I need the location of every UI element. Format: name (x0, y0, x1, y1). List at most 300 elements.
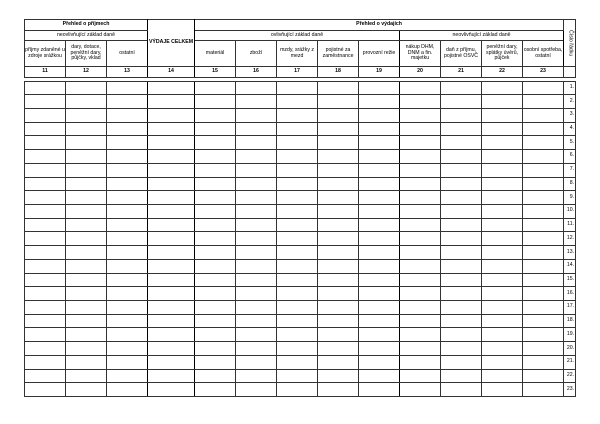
entry-cell[interactable] (236, 342, 277, 356)
entry-cell[interactable] (107, 218, 148, 232)
entry-cell[interactable] (277, 163, 318, 177)
entry-cell[interactable] (359, 273, 400, 287)
entry-cell[interactable] (277, 342, 318, 356)
entry-cell[interactable] (400, 150, 441, 164)
entry-cell[interactable] (277, 328, 318, 342)
entry-cell[interactable] (523, 108, 564, 122)
entry-cell[interactable] (441, 95, 482, 109)
entry-cell[interactable] (107, 204, 148, 218)
entry-cell[interactable] (441, 383, 482, 397)
entry-cell[interactable] (359, 108, 400, 122)
entry-cell[interactable] (195, 246, 236, 260)
entry-cell[interactable] (359, 328, 400, 342)
entry-cell[interactable] (277, 246, 318, 260)
entry-cell[interactable] (66, 204, 107, 218)
entry-cell[interactable] (148, 204, 195, 218)
entry-cell[interactable] (482, 355, 523, 369)
entry-cell[interactable] (107, 301, 148, 315)
entry-cell[interactable] (107, 136, 148, 150)
entry-cell[interactable] (195, 301, 236, 315)
entry-cell[interactable] (318, 150, 359, 164)
entry-cell[interactable] (107, 369, 148, 383)
entry-cell[interactable] (195, 232, 236, 246)
entry-cell[interactable] (359, 163, 400, 177)
entry-cell[interactable] (359, 122, 400, 136)
entry-cell[interactable] (107, 383, 148, 397)
entry-cell[interactable] (400, 163, 441, 177)
entry-cell[interactable] (482, 301, 523, 315)
entry-cell[interactable] (359, 287, 400, 301)
entry-cell[interactable] (25, 204, 66, 218)
entry-cell[interactable] (318, 328, 359, 342)
entry-cell[interactable] (236, 355, 277, 369)
entry-cell[interactable] (107, 246, 148, 260)
entry-cell[interactable] (236, 108, 277, 122)
entry-cell[interactable] (195, 314, 236, 328)
entry-cell[interactable] (359, 191, 400, 205)
entry-cell[interactable] (107, 314, 148, 328)
entry-cell[interactable] (400, 246, 441, 260)
entry-cell[interactable] (25, 150, 66, 164)
entry-cell[interactable] (318, 355, 359, 369)
entry-cell[interactable] (66, 122, 107, 136)
entry-cell[interactable] (66, 163, 107, 177)
entry-cell[interactable] (482, 328, 523, 342)
entry-cell[interactable] (441, 81, 482, 95)
entry-cell[interactable] (482, 314, 523, 328)
entry-cell[interactable] (523, 301, 564, 315)
entry-cell[interactable] (523, 177, 564, 191)
entry-cell[interactable] (25, 287, 66, 301)
entry-cell[interactable] (195, 328, 236, 342)
entry-cell[interactable] (195, 163, 236, 177)
entry-cell[interactable] (359, 369, 400, 383)
entry-cell[interactable] (148, 177, 195, 191)
entry-cell[interactable] (236, 383, 277, 397)
entry-cell[interactable] (400, 342, 441, 356)
entry-cell[interactable] (148, 273, 195, 287)
entry-cell[interactable] (148, 81, 195, 95)
entry-cell[interactable] (66, 177, 107, 191)
entry-cell[interactable] (236, 273, 277, 287)
entry-cell[interactable] (523, 383, 564, 397)
entry-cell[interactable] (400, 191, 441, 205)
entry-cell[interactable] (318, 314, 359, 328)
entry-cell[interactable] (523, 81, 564, 95)
entry-cell[interactable] (318, 81, 359, 95)
entry-cell[interactable] (400, 259, 441, 273)
entry-cell[interactable] (195, 177, 236, 191)
entry-cell[interactable] (195, 369, 236, 383)
entry-cell[interactable] (148, 328, 195, 342)
entry-cell[interactable] (441, 191, 482, 205)
entry-cell[interactable] (441, 246, 482, 260)
entry-cell[interactable] (277, 369, 318, 383)
entry-cell[interactable] (195, 136, 236, 150)
entry-cell[interactable] (441, 328, 482, 342)
entry-cell[interactable] (359, 81, 400, 95)
entry-cell[interactable] (441, 177, 482, 191)
entry-cell[interactable] (441, 150, 482, 164)
entry-cell[interactable] (107, 108, 148, 122)
entry-cell[interactable] (195, 204, 236, 218)
entry-cell[interactable] (400, 383, 441, 397)
entry-cell[interactable] (148, 150, 195, 164)
entry-cell[interactable] (482, 246, 523, 260)
entry-cell[interactable] (441, 287, 482, 301)
entry-cell[interactable] (236, 232, 277, 246)
entry-cell[interactable] (25, 108, 66, 122)
entry-cell[interactable] (236, 218, 277, 232)
entry-cell[interactable] (195, 108, 236, 122)
entry-cell[interactable] (236, 136, 277, 150)
entry-cell[interactable] (441, 355, 482, 369)
entry-cell[interactable] (236, 177, 277, 191)
entry-cell[interactable] (25, 273, 66, 287)
entry-cell[interactable] (359, 246, 400, 260)
entry-cell[interactable] (482, 81, 523, 95)
entry-cell[interactable] (66, 328, 107, 342)
entry-cell[interactable] (66, 355, 107, 369)
entry-cell[interactable] (359, 383, 400, 397)
entry-cell[interactable] (195, 259, 236, 273)
entry-cell[interactable] (318, 342, 359, 356)
entry-cell[interactable] (441, 122, 482, 136)
entry-cell[interactable] (236, 287, 277, 301)
entry-cell[interactable] (400, 108, 441, 122)
entry-cell[interactable] (148, 355, 195, 369)
entry-cell[interactable] (482, 136, 523, 150)
entry-cell[interactable] (523, 314, 564, 328)
entry-cell[interactable] (441, 369, 482, 383)
entry-cell[interactable] (107, 95, 148, 109)
entry-cell[interactable] (236, 246, 277, 260)
entry-cell[interactable] (400, 218, 441, 232)
entry-cell[interactable] (148, 218, 195, 232)
entry-cell[interactable] (277, 122, 318, 136)
entry-cell[interactable] (148, 383, 195, 397)
table-row (25, 314, 576, 328)
entry-cell[interactable] (400, 273, 441, 287)
entry-cell[interactable] (523, 95, 564, 109)
entry-cell[interactable] (277, 232, 318, 246)
entry-cell[interactable] (441, 136, 482, 150)
entry-cell[interactable] (148, 314, 195, 328)
entry-cell[interactable] (318, 163, 359, 177)
entry-cell[interactable] (148, 232, 195, 246)
entry-cell[interactable] (25, 342, 66, 356)
entry-cell[interactable] (277, 355, 318, 369)
entry-cell[interactable] (25, 301, 66, 315)
entry-cell[interactable] (359, 95, 400, 109)
entry-cell[interactable] (66, 259, 107, 273)
entry-cell[interactable] (441, 301, 482, 315)
entry-cell[interactable] (66, 232, 107, 246)
entry-cell[interactable] (107, 355, 148, 369)
entry-cell[interactable] (236, 191, 277, 205)
entry-cell[interactable] (482, 191, 523, 205)
entry-cell[interactable] (25, 259, 66, 273)
entry-cell[interactable] (400, 287, 441, 301)
entry-cell[interactable] (318, 287, 359, 301)
entry-cell[interactable] (318, 246, 359, 260)
entry-cell[interactable] (25, 369, 66, 383)
entry-cell[interactable] (318, 95, 359, 109)
entry-cell[interactable] (277, 191, 318, 205)
entry-cell[interactable] (107, 328, 148, 342)
entry-cell[interactable] (25, 95, 66, 109)
entry-cell[interactable] (66, 108, 107, 122)
entry-cell[interactable] (148, 122, 195, 136)
entry-cell[interactable] (195, 342, 236, 356)
entry-cell[interactable] (277, 150, 318, 164)
entry-cell[interactable] (359, 314, 400, 328)
entry-cell[interactable] (195, 95, 236, 109)
entry-cell[interactable] (482, 150, 523, 164)
entry-cell[interactable] (482, 287, 523, 301)
entry-cell[interactable] (400, 95, 441, 109)
entry-cell[interactable] (482, 163, 523, 177)
entry-cell[interactable] (195, 383, 236, 397)
entry-cell[interactable] (359, 218, 400, 232)
entry-cell[interactable] (523, 369, 564, 383)
entry-cell[interactable] (25, 232, 66, 246)
entry-cell[interactable] (66, 136, 107, 150)
entry-cell[interactable] (482, 108, 523, 122)
entry-cell[interactable] (107, 232, 148, 246)
entry-cell[interactable] (236, 150, 277, 164)
entry-cell[interactable] (66, 369, 107, 383)
entry-cell[interactable] (66, 287, 107, 301)
entry-cell[interactable] (277, 81, 318, 95)
entry-cell[interactable] (523, 218, 564, 232)
entry-cell[interactable] (148, 163, 195, 177)
entry-cell[interactable] (195, 191, 236, 205)
entry-cell[interactable] (318, 177, 359, 191)
entry-cell[interactable] (236, 81, 277, 95)
entry-cell[interactable] (277, 301, 318, 315)
entry-cell[interactable] (441, 108, 482, 122)
entry-cell[interactable] (25, 136, 66, 150)
entry-cell[interactable] (66, 150, 107, 164)
entry-cell[interactable] (66, 342, 107, 356)
entry-cell[interactable] (523, 232, 564, 246)
entry-cell[interactable] (359, 342, 400, 356)
entry-cell[interactable] (441, 314, 482, 328)
entry-cell[interactable] (195, 287, 236, 301)
entry-cell[interactable] (523, 150, 564, 164)
entry-cell[interactable] (25, 122, 66, 136)
entry-cell[interactable] (400, 232, 441, 246)
entry-cell[interactable] (482, 342, 523, 356)
entry-cell[interactable] (25, 314, 66, 328)
entry-cell[interactable] (482, 232, 523, 246)
entry-cell[interactable] (441, 232, 482, 246)
entry-cell[interactable] (318, 369, 359, 383)
entry-cell[interactable] (400, 81, 441, 95)
entry-cell[interactable] (482, 273, 523, 287)
entry-cell[interactable] (277, 287, 318, 301)
entry-cell[interactable] (236, 301, 277, 315)
entry-cell[interactable] (400, 301, 441, 315)
entry-cell[interactable] (236, 122, 277, 136)
entry-cell[interactable] (148, 369, 195, 383)
entry-cell[interactable] (400, 204, 441, 218)
entry-cell[interactable] (277, 259, 318, 273)
entry-cell[interactable] (107, 191, 148, 205)
entry-cell[interactable] (523, 191, 564, 205)
entry-cell[interactable] (148, 342, 195, 356)
entry-cell[interactable] (400, 177, 441, 191)
entry-cell[interactable] (523, 204, 564, 218)
entry-cell[interactable] (359, 355, 400, 369)
entry-cell[interactable] (359, 136, 400, 150)
entry-cell[interactable] (66, 191, 107, 205)
entry-cell[interactable] (107, 150, 148, 164)
entry-cell[interactable] (25, 218, 66, 232)
entry-cell[interactable] (236, 204, 277, 218)
entry-cell[interactable] (523, 163, 564, 177)
entry-cell[interactable] (359, 259, 400, 273)
entry-cell[interactable] (482, 259, 523, 273)
entry-cell[interactable] (195, 355, 236, 369)
entry-cell[interactable] (195, 218, 236, 232)
entry-cell[interactable] (482, 369, 523, 383)
entry-cell[interactable] (148, 246, 195, 260)
entry-cell[interactable] (195, 273, 236, 287)
entry-cell[interactable] (400, 122, 441, 136)
entry-cell[interactable] (236, 314, 277, 328)
entry-cell[interactable] (66, 314, 107, 328)
entry-cell[interactable] (318, 204, 359, 218)
entry-cell[interactable] (523, 355, 564, 369)
entry-cell[interactable] (482, 95, 523, 109)
entry-cell[interactable] (107, 287, 148, 301)
entry-cell[interactable] (25, 383, 66, 397)
entry-cell[interactable] (523, 259, 564, 273)
entry-cell[interactable] (277, 108, 318, 122)
entry-cell[interactable] (318, 191, 359, 205)
entry-cell[interactable] (359, 232, 400, 246)
entry-cell[interactable] (359, 150, 400, 164)
entry-cell[interactable] (25, 246, 66, 260)
entry-cell[interactable] (359, 204, 400, 218)
entry-cell[interactable] (318, 218, 359, 232)
entry-cell[interactable] (441, 163, 482, 177)
entry-cell[interactable] (25, 177, 66, 191)
entry-cell[interactable] (523, 122, 564, 136)
entry-cell[interactable] (25, 328, 66, 342)
entry-cell[interactable] (236, 259, 277, 273)
entry-cell[interactable] (441, 259, 482, 273)
entry-cell[interactable] (441, 204, 482, 218)
entry-cell[interactable] (523, 246, 564, 260)
entry-cell[interactable] (441, 273, 482, 287)
entry-cell[interactable] (107, 273, 148, 287)
entry-cell[interactable] (400, 314, 441, 328)
entry-cell[interactable] (482, 218, 523, 232)
entry-cell[interactable] (148, 136, 195, 150)
entry-cell[interactable] (441, 218, 482, 232)
entry-cell[interactable] (107, 259, 148, 273)
entry-cell[interactable] (148, 259, 195, 273)
entry-cell[interactable] (277, 273, 318, 287)
entry-cell[interactable] (195, 150, 236, 164)
entry-cell[interactable] (148, 287, 195, 301)
entry-cell[interactable] (482, 177, 523, 191)
entry-cell[interactable] (482, 204, 523, 218)
entry-cell[interactable] (400, 369, 441, 383)
entry-cell[interactable] (66, 273, 107, 287)
entry-cell[interactable] (523, 328, 564, 342)
entry-cell[interactable] (107, 177, 148, 191)
entry-cell[interactable] (318, 232, 359, 246)
entry-cell[interactable] (400, 328, 441, 342)
entry-cell[interactable] (277, 95, 318, 109)
entry-cell[interactable] (195, 81, 236, 95)
entry-cell[interactable] (318, 273, 359, 287)
entry-cell[interactable] (236, 95, 277, 109)
entry-cell[interactable] (148, 191, 195, 205)
entry-cell[interactable] (359, 301, 400, 315)
entry-cell[interactable] (318, 108, 359, 122)
entry-cell[interactable] (277, 218, 318, 232)
entry-cell[interactable] (25, 81, 66, 95)
entry-cell[interactable] (66, 81, 107, 95)
entry-cell[interactable] (236, 163, 277, 177)
entry-cell[interactable] (148, 301, 195, 315)
entry-cell[interactable] (523, 287, 564, 301)
entry-cell[interactable] (25, 163, 66, 177)
entry-cell[interactable] (277, 383, 318, 397)
entry-cell[interactable] (236, 369, 277, 383)
entry-cell[interactable] (66, 218, 107, 232)
entry-cell[interactable] (195, 122, 236, 136)
entry-cell[interactable] (66, 246, 107, 260)
entry-cell[interactable] (400, 136, 441, 150)
entry-cell[interactable] (148, 108, 195, 122)
entry-cell[interactable] (277, 204, 318, 218)
entry-cell[interactable] (441, 342, 482, 356)
entry-cell[interactable] (66, 383, 107, 397)
entry-cell[interactable] (25, 355, 66, 369)
entry-cell[interactable] (318, 301, 359, 315)
entry-cell[interactable] (523, 273, 564, 287)
entry-cell[interactable] (318, 122, 359, 136)
entry-cell[interactable] (318, 136, 359, 150)
entry-cell[interactable] (277, 136, 318, 150)
entry-cell[interactable] (107, 342, 148, 356)
entry-cell[interactable] (277, 177, 318, 191)
entry-cell[interactable] (277, 314, 318, 328)
entry-cell[interactable] (107, 163, 148, 177)
entry-cell[interactable] (107, 81, 148, 95)
entry-cell[interactable] (482, 383, 523, 397)
entry-cell[interactable] (482, 122, 523, 136)
entry-cell[interactable] (66, 301, 107, 315)
entry-cell[interactable] (400, 355, 441, 369)
entry-cell[interactable] (523, 136, 564, 150)
entry-cell[interactable] (107, 122, 148, 136)
entry-cell[interactable] (318, 259, 359, 273)
entry-cell[interactable] (236, 328, 277, 342)
entry-cell[interactable] (25, 191, 66, 205)
entry-cell[interactable] (523, 342, 564, 356)
entry-cell[interactable] (359, 177, 400, 191)
entry-cell[interactable] (66, 95, 107, 109)
entry-cell[interactable] (148, 95, 195, 109)
entry-cell[interactable] (318, 383, 359, 397)
